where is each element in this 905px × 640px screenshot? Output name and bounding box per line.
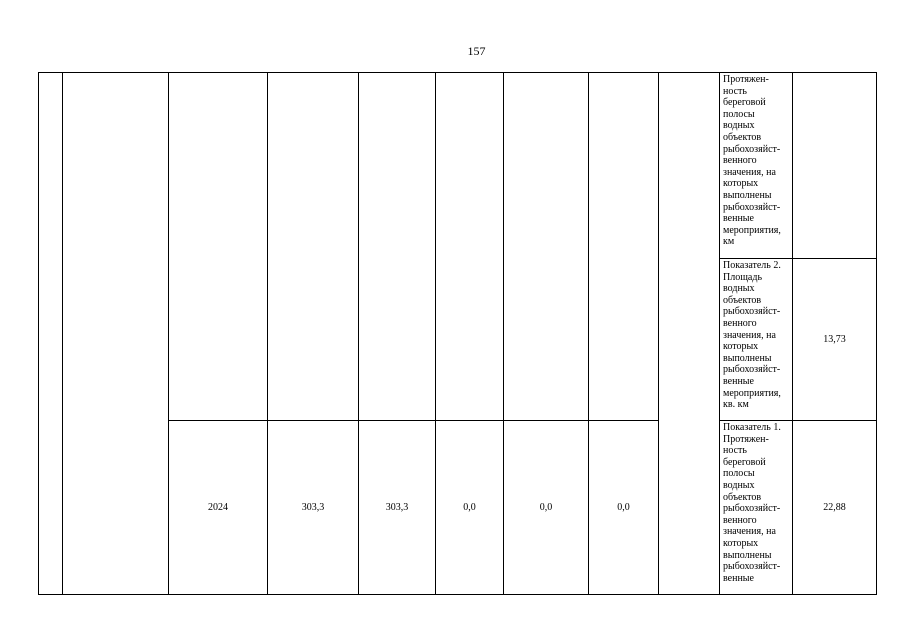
municipal-cell: 0,0 [504, 421, 589, 595]
municipal-cell-empty [504, 73, 589, 421]
indicator-label: Показатель 1. Протяжен- ность береговой полосы водных объектов рыбохозяйст- венного значения, на которых выполнены рыбохозяйст- венные [723, 422, 781, 584]
indicator-value-cell [793, 73, 877, 259]
indicator-label-cell [720, 421, 793, 595]
total-cell-empty [268, 73, 359, 421]
spacer-cell [659, 73, 720, 595]
indicator-label: Показатель 2. Площадь водных объектов рыбохозяйст- венного значения, на которых выполнены рыбохозяйст- венные мероприятия, кв. км [723, 260, 781, 411]
col-name-cell [63, 73, 169, 595]
regional-cell: 0,0 [436, 421, 504, 595]
federal-cell-empty [359, 73, 436, 421]
year-cell: 2024 [169, 421, 268, 595]
federal-cell: 303,3 [359, 421, 436, 595]
funding-table [38, 72, 877, 595]
indicator-value-cell: 22,88 [793, 421, 877, 595]
total-cell: 303,3 [268, 421, 359, 595]
other-cell: 0,0 [589, 421, 659, 595]
table-row [39, 73, 877, 259]
col-number-cell [39, 73, 63, 595]
indicator-label-cell [720, 259, 793, 421]
other-cell-empty [589, 73, 659, 421]
page-number-text: 157 [467, 44, 486, 58]
regional-cell-empty [436, 73, 504, 421]
page-number [0, 44, 905, 59]
indicator-value-cell: 13,73 [793, 259, 877, 421]
indicator-label: Протяжен- ность береговой полосы водных объектов рыбохозяйст- венного значения, на которых выполнены рыбохозяйст- венные мероприятия, км [723, 74, 781, 248]
indicator-label-cell [720, 73, 793, 259]
year-cell-empty [169, 73, 268, 421]
